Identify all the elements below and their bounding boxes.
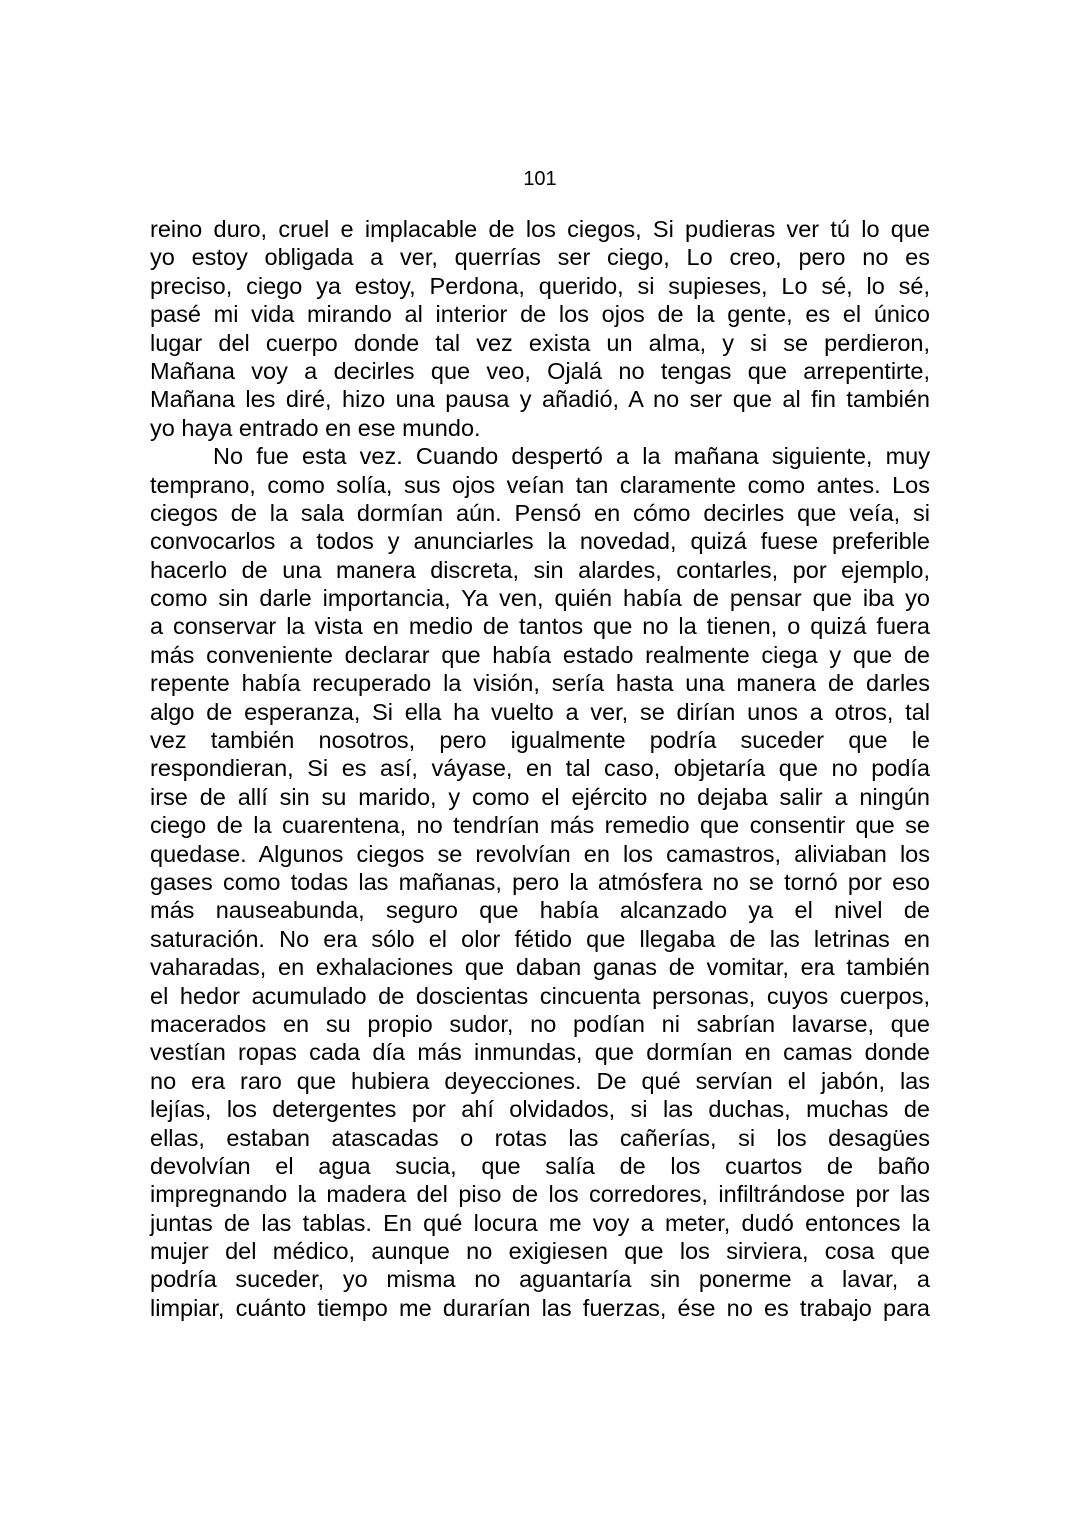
text-line: quedase. Algunos ciegos se revolvían en los camastros, aliviaban los [150,840,930,867]
text-line: no era raro que hubiera deyecciones. De qué servían el jabón, las [150,1067,930,1094]
text-line: juntas de las tablas. En qué locura me voy a meter, dudó entonces la [150,1209,930,1236]
text-line: saturación. No era sólo el olor fétido que llegaba de las letrinas en [150,925,930,952]
text-line: más conveniente declarar que había estado realmente ciega y que de [150,641,930,668]
text-line: vaharadas, en exhalaciones que daban ganas de vomitar, era también [150,954,930,981]
text-line: el hedor acumulado de doscientas cincuenta personas, cuyos cuerpos, [150,982,930,1009]
text-line: devolvían el agua sucia, que salía de los cuartos de baño [150,1152,930,1179]
text-line: lejías, los detergentes por ahí olvidados, si las duchas, muchas de [150,1096,930,1123]
text-line: reino duro, cruel e implacable de los ciegos, Si pudieras ver tú lo que [150,216,930,242]
text-line: vestían ropas cada día más inmundas, que dormían en camas donde [150,1039,930,1066]
text-line: convocarlos a todos y anunciarles la novedad, quizá fuese preferible [150,528,930,555]
text-line: hacerlo de una manera discreta, sin alardes, contarles, por ejemplo, [150,556,930,583]
text-line: podría suceder, yo misma no aguantaría sin ponerme a lavar, a [150,1266,930,1293]
paragraph-start-line: No fue esta vez. Cuando despertó a la mañana siguiente, muy [213,443,930,470]
text-line: Mañana voy a decirles que veo, Ojalá no tengas que arrepentirte, [150,357,930,384]
text-line: ellas, estaban atascadas o rotas las cañerías, si los desagües [150,1124,930,1151]
text-line: limpiar, cuánto tiempo me durarían las fuerzas, ése no es trabajo para [150,1294,930,1321]
text-line: vez también nosotros, pero igualmente podría suceder que le [150,727,930,754]
paragraph-end-line: yo haya entrado en ese mundo. [150,414,481,441]
text-line: yo estoy obligada a ver, querrías ser ciego, Lo creo, pero no es [150,244,930,271]
page-number: 101 [523,168,557,190]
text-line: lugar del cuerpo donde tal vez exista un alma, y si se perdieron, [150,329,930,356]
text-line: macerados en su propio sudor, no podían ni sabrían lavarse, que [150,1010,930,1037]
text-line: irse de allí sin su marido, y como el ejército no dejaba salir a ningún [150,783,930,810]
text-line: pasé mi vida mirando al interior de los ojos de la gente, es el único [150,301,930,328]
text-line: impregnando la madera del piso de los corredores, infiltrándose por las [150,1181,930,1208]
text-line: ciegos de la sala dormían aún. Pensó en cómo decirles que veía, si [150,499,930,526]
text-line: Mañana les diré, hizo una pausa y añadió, A no ser que al fin también [150,386,930,413]
text-line: preciso, ciego ya estoy, Perdona, querido, si supieses, Lo sé, lo sé, [150,272,930,299]
text-line: gases como todas las mañanas, pero la atmósfera no se tornó por eso [150,868,930,895]
body-text [150,215,930,1322]
text-line: repente había recuperado la visión, sería hasta una manera de darles [150,670,930,697]
text-line: como sin darle importancia, Ya ven, quién había de pensar que iba yo [150,585,930,612]
text-line: temprano, como solía, sus ojos veían tan claramente como antes. Los [150,471,930,498]
text-line: a conservar la vista en medio de tantos que no la tienen, o quizá fuera [150,613,930,640]
text-line: respondieran, Si es así, váyase, en tal caso, objetaría que no podía [150,755,930,782]
text-line: más nauseabunda, seguro que había alcanzado ya el nivel de [150,897,930,924]
text-line: algo de esperanza, Si ella ha vuelto a ver, se dirían unos a otros, tal [150,698,930,725]
text-line: mujer del médico, aunque no exigiesen que los sirviera, cosa que [150,1238,930,1265]
text-line: ciego de la cuarentena, no tendrían más remedio que consentir que se [150,812,930,839]
